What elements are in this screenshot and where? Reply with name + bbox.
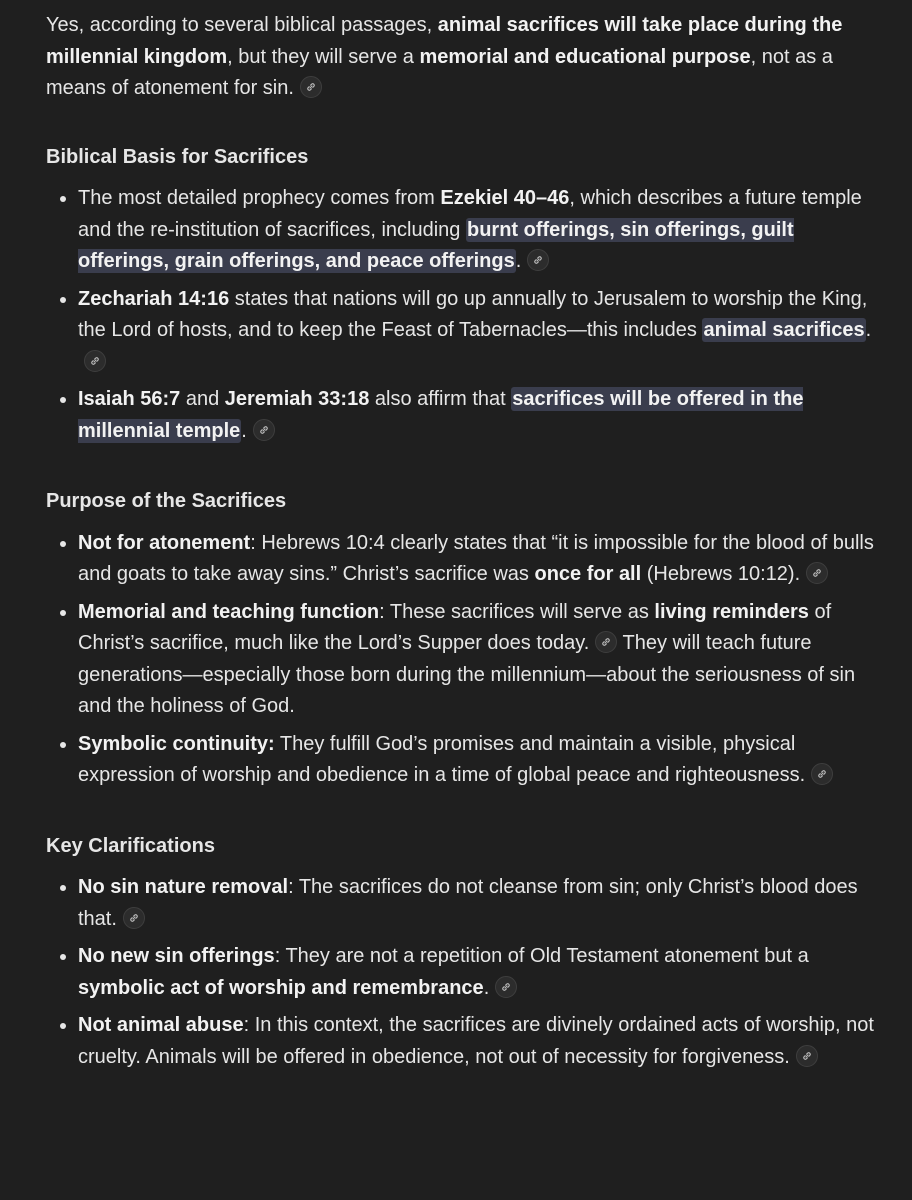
biblical-basis-list <box>46 183 878 447</box>
text: : Hebrews 10:4 clearly states that “it is impossible for the blood of bulls and goats to take away sins.” Christ’s sacrifice was <box>78 531 874 585</box>
text: They will teach future generations—especially those born during the millennium—about the seriousness of sin and the holiness of God. <box>78 632 856 717</box>
text: They fulfill God’s promises and maintain a visible, physical expression of worship and obedience in a time of global peace and righteousness. <box>78 732 806 786</box>
text: states that nations will go up annually to Jerusalem to worship the King, the Lord of hosts, and to keep the Feast of Tabernacles—this includes <box>78 287 868 341</box>
bold-text: Jeremiah 33:18 <box>224 388 370 410</box>
section-heading-purpose: Purpose of the Sacrifices <box>46 490 287 512</box>
list-item <box>46 597 878 723</box>
citation-link-icon[interactable] <box>527 249 549 271</box>
bold-text: animal sacrifices will take place during the millennial kingdom <box>46 14 843 68</box>
citation-link-icon[interactable] <box>796 1045 818 1067</box>
citation-link-icon[interactable] <box>495 976 517 998</box>
bold-text: Not for atonement <box>78 531 251 554</box>
text: Yes, according to several biblical passages, <box>46 14 438 36</box>
citation-link-icon[interactable] <box>811 763 833 785</box>
bold-text: Zechariah 14:16 <box>78 287 230 310</box>
text: . <box>241 419 247 442</box>
bold-text: once for all <box>534 563 642 585</box>
text: . <box>515 250 522 272</box>
highlighted-text[interactable]: animal sacrifices <box>703 319 865 341</box>
bold-text: Memorial and teaching function <box>78 600 380 623</box>
clarifications-list <box>46 872 878 1073</box>
bold-text: Ezekiel 40–46 <box>440 187 570 209</box>
text: . <box>865 319 872 341</box>
highlighted-text[interactable]: burnt offerings, sin offerings, guilt offerings, grain offerings, and peace offerings <box>78 218 794 272</box>
text: and <box>180 388 225 410</box>
citation-link-icon[interactable] <box>806 562 828 584</box>
citation-link-icon[interactable] <box>300 76 322 98</box>
citation-link-icon[interactable] <box>253 419 275 441</box>
bold-text: Isaiah 56:7 <box>78 388 181 410</box>
list-item <box>46 183 878 278</box>
text: also affirm that <box>369 388 512 410</box>
citation-link-icon[interactable] <box>84 350 106 372</box>
list-item <box>46 528 878 591</box>
bold-text: memorial and educational purpose <box>419 45 751 68</box>
text: . <box>483 976 490 999</box>
bold-text: Symbolic continuity: <box>78 732 275 755</box>
bold-text: symbolic act of worship and remembrance <box>78 976 484 999</box>
text: : These sacrifices will serve as <box>379 600 655 623</box>
text: : In this context, the sacrifices are divinely ordained acts of worship, not cruelty. Animals will be offered in obedience, not out of necessity for forgiveness. <box>78 1014 874 1068</box>
text: , but they will serve a <box>227 45 420 68</box>
bold-text: living reminders <box>654 600 809 623</box>
list-item <box>46 941 878 1004</box>
text: , not as a means of atonement for sin. <box>46 45 833 99</box>
intro-paragraph <box>46 10 878 105</box>
bold-text: No new sin offerings <box>78 945 275 967</box>
text: The most detailed prophecy comes from <box>78 187 441 209</box>
list-item <box>46 284 878 379</box>
citation-link-icon[interactable] <box>123 907 145 929</box>
section-heading-key-clarifications: Key Clarifications <box>46 834 215 857</box>
highlighted-text[interactable]: sacrifices will be offered in the millennial temple <box>78 388 804 442</box>
bold-text: No sin nature removal <box>78 876 289 898</box>
text: of Christ’s sacrifice, much like the Lord’s Supper does today. <box>78 600 832 654</box>
purpose-list <box>46 528 878 792</box>
text: : They are not a repetition of Old Testament atonement but a <box>274 945 809 967</box>
list-item <box>46 729 878 792</box>
citation-link-icon[interactable] <box>595 631 617 653</box>
text: : The sacrifices do not cleanse from sin; only Christ’s blood does that. <box>78 876 858 930</box>
section-heading-biblical-basis: Biblical Basis for Sacrifices <box>46 145 309 168</box>
list-item <box>46 872 878 935</box>
text: , which describes a future temple and the re-institution of sacrifices, including <box>78 187 862 241</box>
text: (Hebrews 10:12). <box>641 563 801 585</box>
list-item <box>46 384 878 447</box>
bold-text: Not animal abuse <box>78 1014 244 1036</box>
list-item <box>46 1010 878 1073</box>
